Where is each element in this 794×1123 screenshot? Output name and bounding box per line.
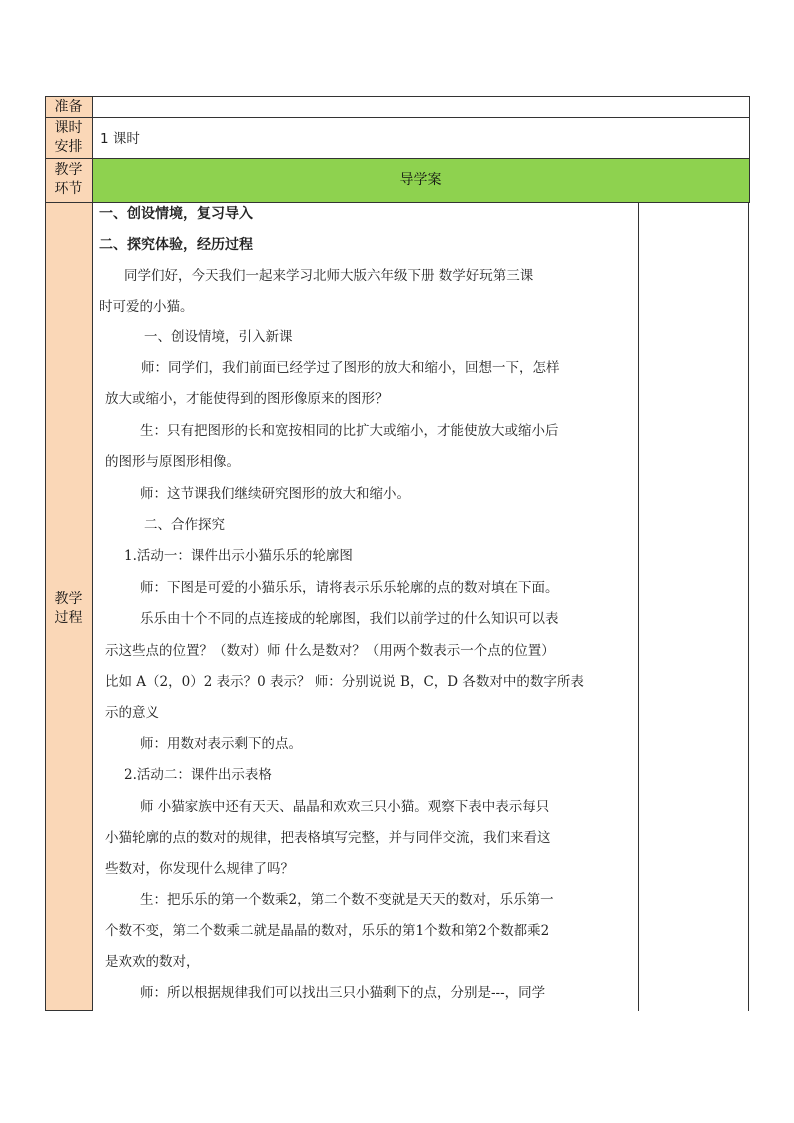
process-label-line2: 过程 bbox=[54, 610, 83, 626]
content-line: 些数对，你发现什么规律了吗？ bbox=[105, 861, 294, 877]
hours-label-line1: 课时 bbox=[54, 120, 83, 136]
content-line: 生：把乐乐的第一个数乘2，第二个数不变就是天天的数对，乐乐第一 bbox=[140, 892, 554, 908]
content-line: 的图形与原图形相像。 bbox=[105, 454, 240, 470]
content-line: 师：用数对表示剩下的点。 bbox=[140, 736, 302, 752]
content-line: 放大或缩小，才能使得到的图形像原来的图形？ bbox=[105, 391, 389, 407]
content-line: 时可爱的小猫。 bbox=[99, 299, 194, 315]
content-line: 小猫轮廓的点的数对的规律，把表格填写完整，并与同伴交流，我们来看这 bbox=[105, 830, 551, 846]
hours-label-line2: 安排 bbox=[54, 139, 83, 155]
content-line: 同学们好，今天我们一起来学习北师大版六年级下册 数学好玩第三课 bbox=[124, 268, 534, 284]
section-header: 导学案 bbox=[399, 172, 442, 188]
heading-2: 二、探究体验，经历过程 bbox=[99, 237, 253, 253]
content-line: 生：只有把图形的长和宽按相同的比扩大或缩小，才能使放大或缩小后 bbox=[140, 423, 559, 439]
process-label-line1: 教学 bbox=[54, 591, 83, 607]
content-line: 二、合作探究 bbox=[144, 517, 225, 533]
heading-1: 一、创设情境，复习导入 bbox=[99, 206, 253, 222]
content-line: 师 小猫家族中还有天天、晶晶和欢欢三只小猫。观察下表中表示每只 bbox=[140, 799, 550, 815]
content-line: 示这些点的位置？（数对）师 什么是数对？（用两个数表示一个点的位置） bbox=[105, 643, 555, 659]
content-line: 乐乐由十个不同的点连接成的轮廓图，我们以前学过的什么知识可以表 bbox=[140, 611, 559, 627]
hours-value: 1 课时 bbox=[100, 131, 140, 147]
content-line: 师：所以根据规律我们可以找出三只小猫剩下的点，分别是---，同学 bbox=[140, 985, 546, 1001]
content-line: 师：同学们，我们前面已经学过了图形的放大和缩小，回想一下，怎样 bbox=[141, 360, 560, 376]
content-line: 一、创设情境，引入新课 bbox=[144, 329, 293, 345]
content-line: 是欢欢的数对， bbox=[105, 954, 200, 970]
content-line: 比如 A（2，0）2 表示？0 表示？ 师：分别说说 B，C，D 各数对中的数字所表 bbox=[105, 674, 584, 690]
section-label-line2: 环节 bbox=[54, 181, 83, 197]
content-line: 2.活动二：课件出示表格 bbox=[124, 767, 272, 783]
content-line: 师：下图是可爱的小猫乐乐，请将表示乐乐轮廓的点的数对填在下面。 bbox=[140, 580, 559, 596]
prep-label: 准备 bbox=[54, 99, 83, 115]
content-line: 1.活动一：课件出示小猫乐乐的轮廓图 bbox=[124, 548, 353, 564]
content-line: 个数不变，第二个数乘二就是晶晶的数对，乐乐的第1个数和第2个数都乘2 bbox=[105, 923, 550, 939]
content-line: 师：这节课我们继续研究图形的放大和缩小。 bbox=[140, 486, 410, 502]
section-label-line1: 教学 bbox=[54, 162, 83, 178]
content-line: 示的意义 bbox=[105, 705, 159, 721]
